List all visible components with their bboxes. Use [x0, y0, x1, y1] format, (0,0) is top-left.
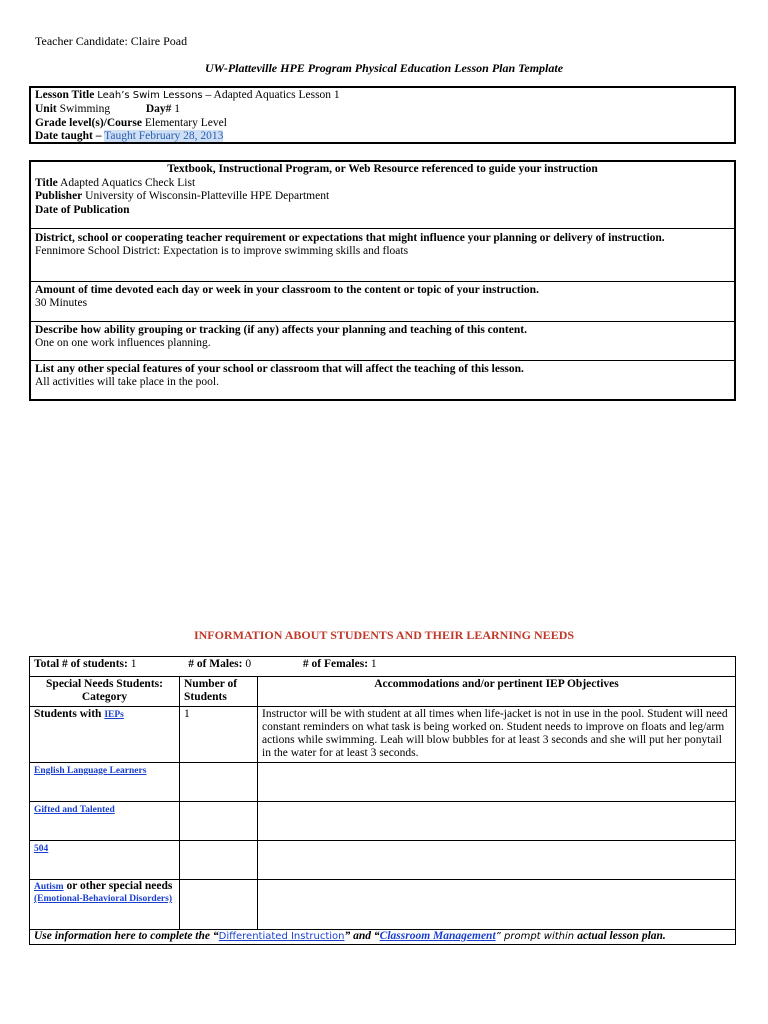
students-section-heading: INFORMATION ABOUT STUDENTS AND THEIR LEARNING NEEDS — [193, 628, 575, 642]
col-number-header: Number of Students — [180, 677, 258, 707]
footer-row — [30, 930, 736, 945]
number-cell: 1 — [180, 707, 258, 763]
number-cell — [180, 802, 258, 841]
grade-line: Grade level(s)/Course Elementary Level — [35, 117, 227, 129]
teacher-candidate: Teacher Candidate: Claire Poad — [35, 34, 188, 48]
time-heading: Amount of time devoted each day or week in your classroom to the content or topic of your instruction. — [35, 284, 539, 296]
document-title: UW-Platteville HPE Program Physical Education Lesson Plan Template — [204, 61, 564, 75]
context-box — [29, 160, 736, 401]
resource-heading: Textbook, Instructional Program, or Web Resource referenced to guide your instruction — [167, 163, 598, 175]
resource-title-line: Title Adapted Aquatics Check List — [35, 177, 196, 189]
lesson-title-line: Lesson Title Leah’s Swim Lessons – Adapted Aquatics Lesson 1 — [35, 89, 340, 101]
accommodation-cell: Instructor will be with student at all times when life-jacket is not in use in the pool. Student will need constant reminders on what task is being worked on. Student needs to improve on floats and leg/arm actions while swimming. Leah will blow bubbles for at least 3 seconds and she will put her ponytail in the water for at least 3 seconds. — [258, 707, 736, 763]
females-value: 1 — [370, 658, 377, 670]
table-row — [30, 841, 736, 880]
table-row: Autism or other special needs (Emotional-Behavioral Disorders) — [30, 880, 736, 930]
accommodation-cell — [258, 763, 736, 802]
number-cell — [180, 841, 258, 880]
ell-link[interactable]: English Language Learners — [34, 766, 147, 776]
district-heading: District, school or cooperating teacher requirement or expectations that might influence your planning or delivery of instruction. — [35, 232, 665, 244]
time-text: 30 Minutes — [35, 297, 88, 309]
features-text: All activities will take place in the pool. — [35, 376, 219, 388]
district-section — [31, 228, 734, 257]
differentiated-instruction-link[interactable]: Differentiated Instruction — [218, 931, 345, 942]
gifted-link[interactable]: Gifted and Talented — [34, 805, 115, 815]
features-heading: List any other special features of your school or classroom that will affect the teaching of this lesson. — [35, 363, 524, 375]
features-section — [31, 360, 734, 388]
emotional-behavioral-link[interactable]: (Emotional-Behavioral Disorders) — [34, 894, 173, 904]
males-value: 0 — [245, 658, 252, 670]
accommodation-cell — [258, 802, 736, 841]
table-row — [30, 763, 736, 802]
accommodation-cell — [258, 880, 736, 930]
unit-line: Unit Swimming Day# 1 — [35, 103, 181, 115]
grouping-text: One on one work influences planning. — [35, 337, 211, 349]
totals-row: Total # of students: 1 # of Males: 0 # of Females: 1 — [30, 657, 736, 677]
ieps-link[interactable]: IEPs — [104, 710, 124, 720]
students-table — [29, 656, 736, 945]
footer-note: Use information here to complete the “Differentiated Instruction” and “Classroom Management” prompt within actual lesson plan. — [30, 930, 736, 945]
total-students-value: 1 — [130, 658, 137, 670]
resource-pubdate-line: Date of Publication — [35, 204, 130, 216]
district-text: Fennimore School District: Expectation is to improve swimming skills and floats — [35, 245, 409, 257]
grouping-section — [31, 321, 734, 349]
lesson-title-value: Leah’s Swim Lessons — [97, 90, 203, 101]
column-header-row — [30, 677, 736, 707]
table-row — [30, 802, 736, 841]
date-line: Date taught – Taught February 28, 2013 — [35, 130, 224, 142]
classroom-management-link[interactable]: Classroom Management — [379, 930, 496, 942]
number-cell — [180, 763, 258, 802]
date-taught-value: Taught February 28, 2013 — [104, 130, 224, 142]
col-accommodations-header: Accommodations and/or pertinent IEP Objectives — [258, 677, 736, 707]
accommodation-cell — [258, 841, 736, 880]
504-link[interactable]: 504 — [34, 844, 49, 854]
grouping-heading: Describe how ability grouping or tracking (if any) affects your planning and teaching of this content. — [35, 324, 527, 336]
number-cell — [180, 880, 258, 930]
time-section — [31, 281, 734, 309]
resource-publisher-line: Publisher University of Wisconsin-Platteville HPE Department — [35, 190, 330, 202]
lesson-info-box — [29, 86, 736, 144]
autism-link[interactable]: Autism — [34, 882, 64, 892]
table-row: Students with IEPs 1 Instructor will be with student at all times when life-jacket is not in use in the pool. Student will need constant reminders on what task is being worked on. Student needs to improve on floats and leg/arm actions while swimming. Leah will blow bubbles for at least 3 seconds and she will put her ponytail in the water for at least 3 seconds. — [30, 707, 736, 763]
col-category-header: Special Needs Students: Category — [30, 677, 180, 707]
